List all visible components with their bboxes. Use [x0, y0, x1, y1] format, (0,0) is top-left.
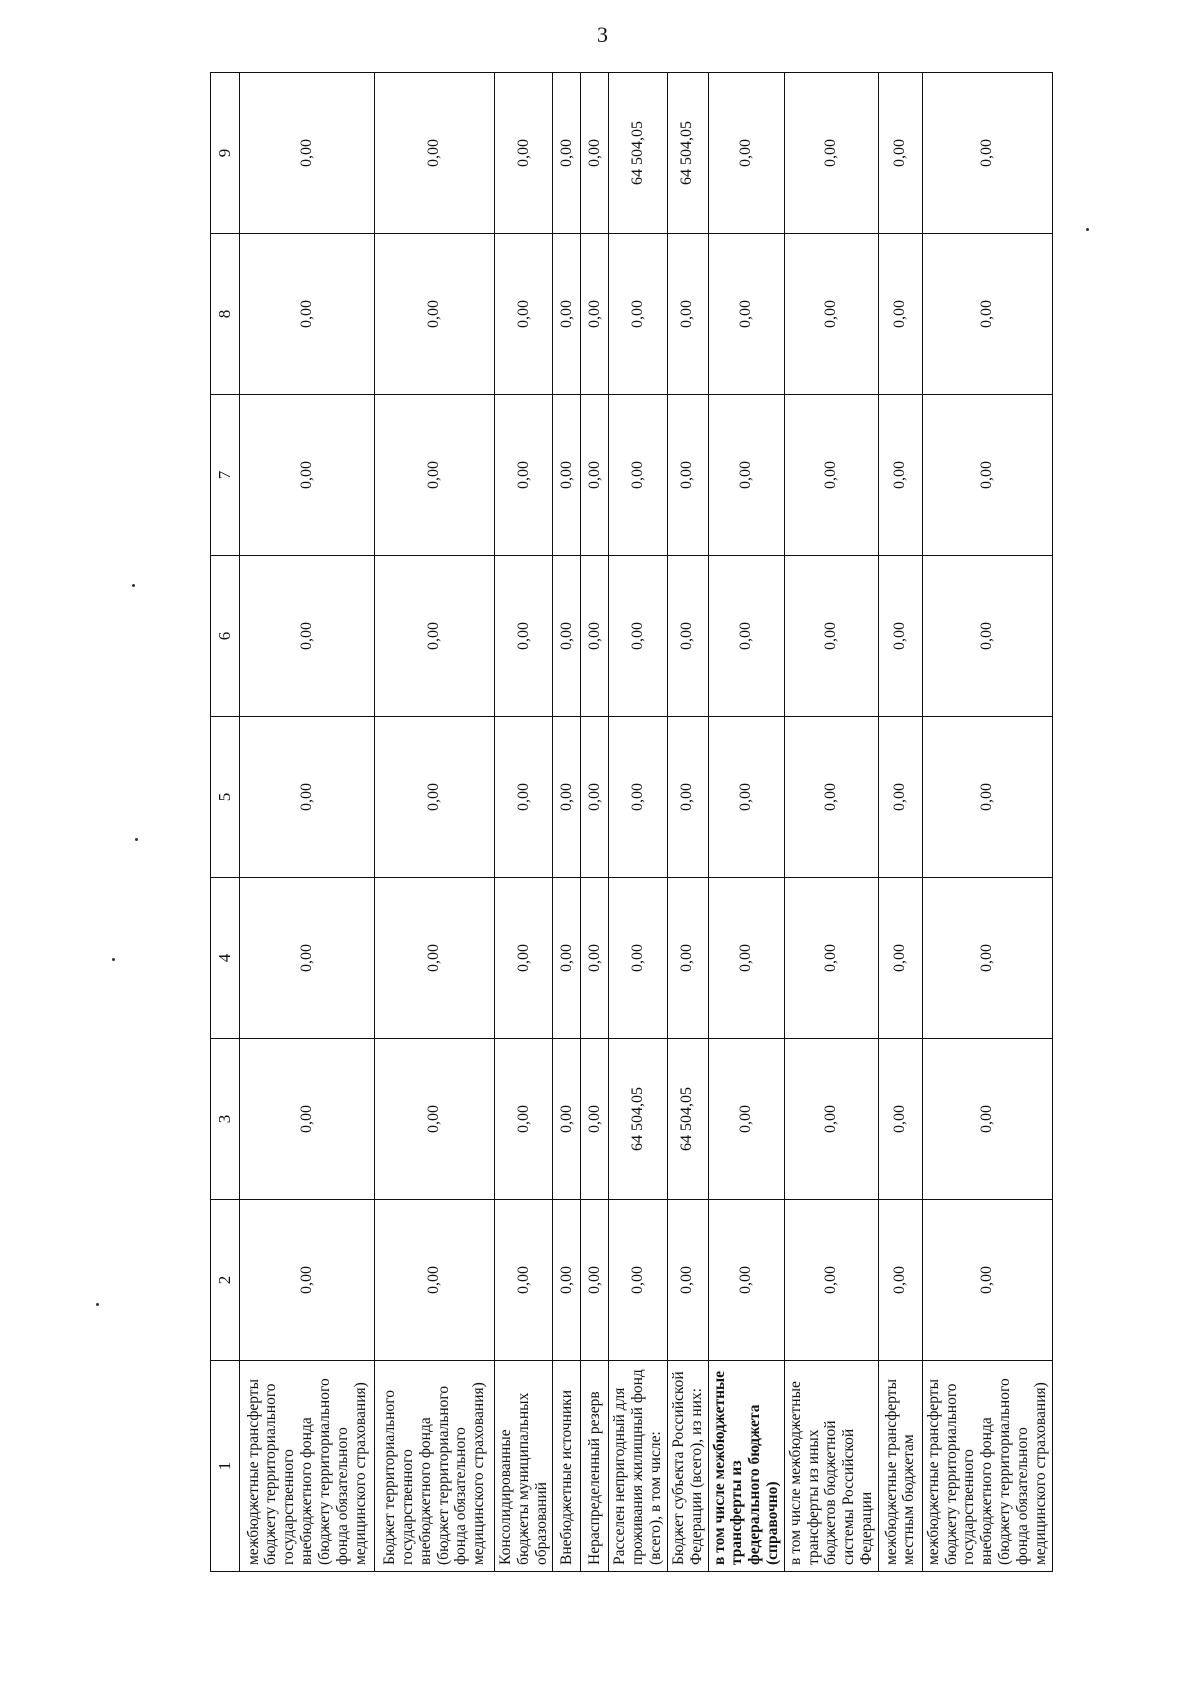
- row-value: 0,00: [581, 878, 609, 1039]
- row-value: 0,00: [240, 717, 375, 878]
- col-header: 1: [211, 1361, 240, 1572]
- col-header: 7: [211, 395, 240, 556]
- row-value: 0,00: [922, 395, 1052, 556]
- row-value: 0,00: [609, 234, 667, 395]
- row-value: 0,00: [784, 234, 878, 395]
- table-row: [878, 73, 922, 1572]
- row-value: 0,00: [878, 1200, 922, 1361]
- row-value: 0,00: [784, 1200, 878, 1361]
- row-value: 0,00: [375, 717, 495, 878]
- table-row: [495, 73, 553, 1572]
- row-value: 0,00: [708, 73, 784, 234]
- row-label: Бюджет субъекта Российской Федерации (всего), из них:: [667, 1361, 708, 1572]
- row-value: 0,00: [553, 1039, 581, 1200]
- row-value: 0,00: [240, 234, 375, 395]
- row-label: в том числе межбюджетные трансферты из федерального бюджета (справочно): [708, 1361, 784, 1572]
- row-value: 0,00: [609, 395, 667, 556]
- row-label: межбюджетные трансферты местным бюджетам: [878, 1361, 922, 1572]
- row-value: 0,00: [784, 556, 878, 717]
- table-row: [240, 73, 375, 1572]
- col-header: 6: [211, 556, 240, 717]
- row-value: 0,00: [240, 1200, 375, 1361]
- row-value: 0,00: [667, 878, 708, 1039]
- row-value: 0,00: [495, 556, 553, 717]
- row-value: 0,00: [878, 717, 922, 878]
- row-value: 0,00: [240, 395, 375, 556]
- row-value: 0,00: [553, 1200, 581, 1361]
- row-value: 0,00: [667, 234, 708, 395]
- col-header: 3: [211, 1039, 240, 1200]
- table-row: [581, 73, 609, 1572]
- row-value: 0,00: [609, 1200, 667, 1361]
- row-value: 0,00: [922, 717, 1052, 878]
- row-value: 0,00: [553, 395, 581, 556]
- row-label: Внебюджетные источники: [553, 1361, 581, 1572]
- row-value: 0,00: [553, 234, 581, 395]
- row-value: 0,00: [708, 878, 784, 1039]
- table-row: [375, 73, 495, 1572]
- rotated-table-inner: [210, 72, 1049, 1572]
- row-value: 0,00: [240, 878, 375, 1039]
- table-body: [240, 73, 1053, 1572]
- row-value: 0,00: [784, 73, 878, 234]
- table-row: [784, 73, 878, 1572]
- row-value: 0,00: [495, 395, 553, 556]
- rotated-table-container: [210, 72, 1049, 1572]
- table-row: [708, 73, 784, 1572]
- row-value: 0,00: [553, 878, 581, 1039]
- row-label: Консолидированные бюджеты муниципальных образований: [495, 1361, 553, 1572]
- row-value: 0,00: [708, 1039, 784, 1200]
- row-value: 0,00: [667, 717, 708, 878]
- table-row: [667, 73, 708, 1572]
- row-value: 0,00: [878, 73, 922, 234]
- row-value: 0,00: [581, 73, 609, 234]
- row-value: 0,00: [922, 234, 1052, 395]
- row-value: 0,00: [708, 234, 784, 395]
- row-value: 0,00: [240, 73, 375, 234]
- row-value: 0,00: [609, 717, 667, 878]
- funding-table: [210, 72, 1053, 1572]
- header-row: [211, 73, 240, 1572]
- table-row: [553, 73, 581, 1572]
- row-label: Бюджет территориального государственного внебюджетного фонда (бюджет территориального фонда обязательного медицинского страхования): [375, 1361, 495, 1572]
- row-value: 0,00: [581, 717, 609, 878]
- row-value: 0,00: [708, 556, 784, 717]
- row-value: 0,00: [581, 395, 609, 556]
- row-value: 0,00: [922, 878, 1052, 1039]
- row-value: 0,00: [922, 73, 1052, 234]
- col-header: 8: [211, 234, 240, 395]
- row-value: 64 504,05: [667, 1039, 708, 1200]
- row-value: 0,00: [240, 1039, 375, 1200]
- row-value: 0,00: [878, 395, 922, 556]
- col-header: 9: [211, 73, 240, 234]
- row-value: 0,00: [784, 1039, 878, 1200]
- row-label: межбюджетные трансферты бюджету территориального государственного внебюджетного фонда (бюджету территориального фонда обязательного медицинского страхования): [922, 1361, 1052, 1572]
- row-value: 64 504,05: [609, 1039, 667, 1200]
- row-value: 0,00: [375, 556, 495, 717]
- table-row: [922, 73, 1052, 1572]
- row-value: 0,00: [375, 1200, 495, 1361]
- row-value: 64 504,05: [667, 73, 708, 234]
- row-value: 0,00: [784, 395, 878, 556]
- row-value: 0,00: [581, 1200, 609, 1361]
- row-value: 0,00: [495, 878, 553, 1039]
- row-value: 0,00: [708, 395, 784, 556]
- row-value: 0,00: [495, 1039, 553, 1200]
- page-number: 3: [597, 22, 608, 47]
- row-value: 0,00: [553, 717, 581, 878]
- col-header: 2: [211, 1200, 240, 1361]
- row-value: 0,00: [581, 1039, 609, 1200]
- row-value: 0,00: [495, 234, 553, 395]
- scan-speck: [112, 958, 115, 961]
- row-value: 0,00: [784, 878, 878, 1039]
- row-value: 0,00: [667, 395, 708, 556]
- scan-speck: [96, 1303, 99, 1306]
- row-value: 0,00: [922, 1200, 1052, 1361]
- row-value: 0,00: [375, 73, 495, 234]
- row-value: 0,00: [878, 878, 922, 1039]
- col-header: 4: [211, 878, 240, 1039]
- col-header: 5: [211, 717, 240, 878]
- table-row: [609, 73, 667, 1572]
- row-value: 0,00: [240, 556, 375, 717]
- row-value: 0,00: [375, 1039, 495, 1200]
- row-value: 0,00: [495, 73, 553, 234]
- row-value: 64 504,05: [609, 73, 667, 234]
- row-value: 0,00: [609, 878, 667, 1039]
- row-value: 0,00: [581, 234, 609, 395]
- row-value: 0,00: [375, 395, 495, 556]
- row-value: 0,00: [667, 556, 708, 717]
- scan-speck: [132, 584, 135, 587]
- row-value: 0,00: [922, 1039, 1052, 1200]
- row-value: 0,00: [375, 878, 495, 1039]
- row-value: 0,00: [708, 717, 784, 878]
- row-label: Расселен непригодный для проживания жилищный фонд (всего), в том числе:: [609, 1361, 667, 1572]
- row-label: Нераспределенный резерв: [581, 1361, 609, 1572]
- row-label: в том числе межбюджетные трансферты из иных бюджетов бюджетной системы Российской Федерации: [784, 1361, 878, 1572]
- row-value: 0,00: [495, 717, 553, 878]
- scan-speck: [135, 838, 138, 841]
- row-value: 0,00: [922, 556, 1052, 717]
- row-value: 0,00: [708, 1200, 784, 1361]
- row-label: межбюджетные трансферты бюджету территориального государственного внебюджетного фонда (бюджету территориального фонда обязательного медицинского страхования): [240, 1361, 375, 1572]
- scan-speck: [1086, 228, 1089, 231]
- row-value: 0,00: [878, 556, 922, 717]
- row-value: 0,00: [553, 556, 581, 717]
- row-value: 0,00: [784, 717, 878, 878]
- row-value: 0,00: [609, 556, 667, 717]
- row-value: 0,00: [878, 234, 922, 395]
- row-value: 0,00: [878, 1039, 922, 1200]
- row-value: 0,00: [495, 1200, 553, 1361]
- row-value: 0,00: [581, 556, 609, 717]
- row-value: 0,00: [375, 234, 495, 395]
- row-value: 0,00: [667, 1200, 708, 1361]
- row-value: 0,00: [553, 73, 581, 234]
